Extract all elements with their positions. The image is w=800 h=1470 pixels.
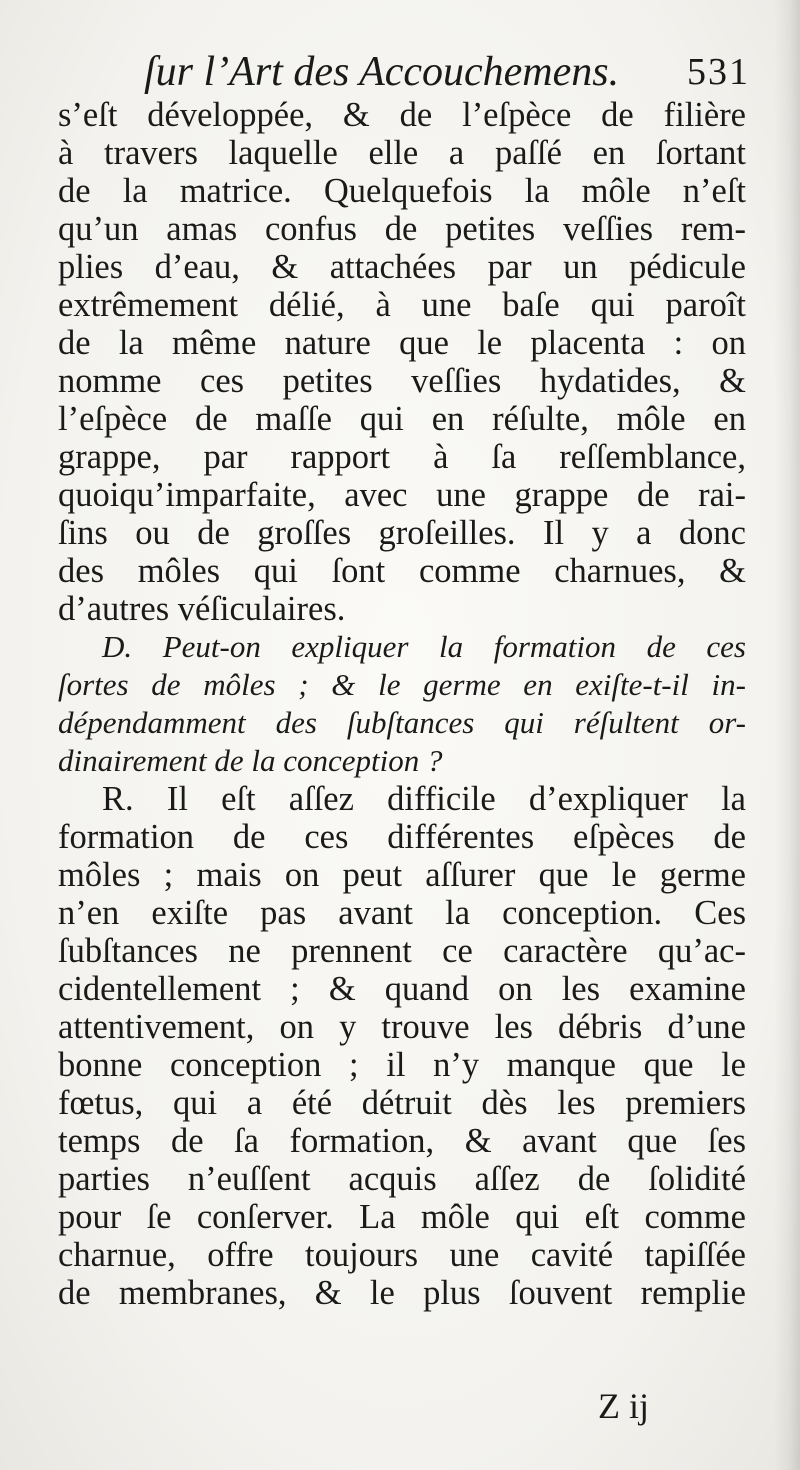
running-title: ſur l’Art des Accouchemens. bbox=[144, 49, 620, 95]
text-line: nomme ces petites veſſies hydatides, & bbox=[58, 362, 746, 400]
answer-line: pour ſe conſerver. La môle qui eſt comme bbox=[58, 1198, 746, 1236]
text-line: de la même nature que le placenta : on bbox=[58, 324, 746, 362]
text-line: grappe, par rapport à ſa reſſemblance, bbox=[58, 438, 746, 476]
answer-line: bonne conception ; il n’y manque que le bbox=[58, 1046, 746, 1084]
answer-line: ſubſtances ne prennent ce caractère qu’ac- bbox=[58, 932, 746, 970]
body-text bbox=[58, 96, 746, 1312]
text-line: des môles qui ſont comme charnues, & bbox=[58, 552, 746, 590]
answer-line: môles ; mais on peut aſſurer que le germe bbox=[58, 856, 746, 894]
answer-line: cidentellement ; & quand on les examine bbox=[58, 970, 746, 1008]
answer-line: formation de ces différentes eſpèces de bbox=[58, 818, 746, 856]
signature-mark: Z ij bbox=[598, 1386, 649, 1426]
answer-line: charnue, offre toujours une cavité tapiſſée bbox=[58, 1236, 746, 1274]
question-line: dépendamment des ſubſtances qui réſultent or- bbox=[58, 705, 746, 740]
answer-line: parties n’euſſent acquis aſſez de ſolidité bbox=[58, 1160, 746, 1198]
text-line: l’eſpèce de maſſe qui en réſulte, môle en bbox=[58, 400, 746, 438]
answer-line: n’en exiſte pas avant la conception. Ces bbox=[58, 894, 746, 932]
text-line: de la matrice. Quelquefois la môle n’eſt bbox=[58, 172, 746, 210]
text-line: qu’un amas confus de petites veſſies rem- bbox=[58, 210, 746, 248]
text-line: d’autres véſiculaires. bbox=[58, 590, 346, 628]
page-header bbox=[60, 42, 750, 102]
text-line: extrêmement délié, à une baſe qui paroît bbox=[58, 286, 746, 324]
text-line: à travers laquelle elle a paſſé en ſortant bbox=[58, 134, 746, 172]
question-line: D. Peut-on expliquer la formation de ces bbox=[102, 629, 746, 664]
answer-line: de membranes, & le plus ſouvent remplie bbox=[58, 1274, 746, 1312]
page-number: 531 bbox=[687, 51, 750, 93]
page-gutter-shadow bbox=[774, 0, 800, 1470]
answer-line: R. Il eſt aſſez difficile d’expliquer la bbox=[102, 780, 746, 818]
text-line: ſins ou de groſſes groſeilles. Il y a donc bbox=[58, 514, 746, 552]
text-line: quoiqu’imparfaite, avec une grappe de rai- bbox=[58, 476, 746, 514]
answer-line: attentivement, on y trouve les débris d’une bbox=[58, 1008, 746, 1046]
text-line: s’eſt développée, & de l’eſpèce de filière bbox=[58, 96, 746, 134]
text-line: plies d’eau, & attachées par un pédicule bbox=[58, 248, 746, 286]
answer-line: temps de ſa formation, & avant que ſes bbox=[58, 1122, 746, 1160]
answer-line: fœtus, qui a été détruit dès les premiers bbox=[58, 1084, 746, 1122]
question-line: ſortes de môles ; & le germe en exiſte-t-il in- bbox=[58, 667, 746, 702]
question-line: dinairement de la conception ? bbox=[58, 743, 443, 778]
